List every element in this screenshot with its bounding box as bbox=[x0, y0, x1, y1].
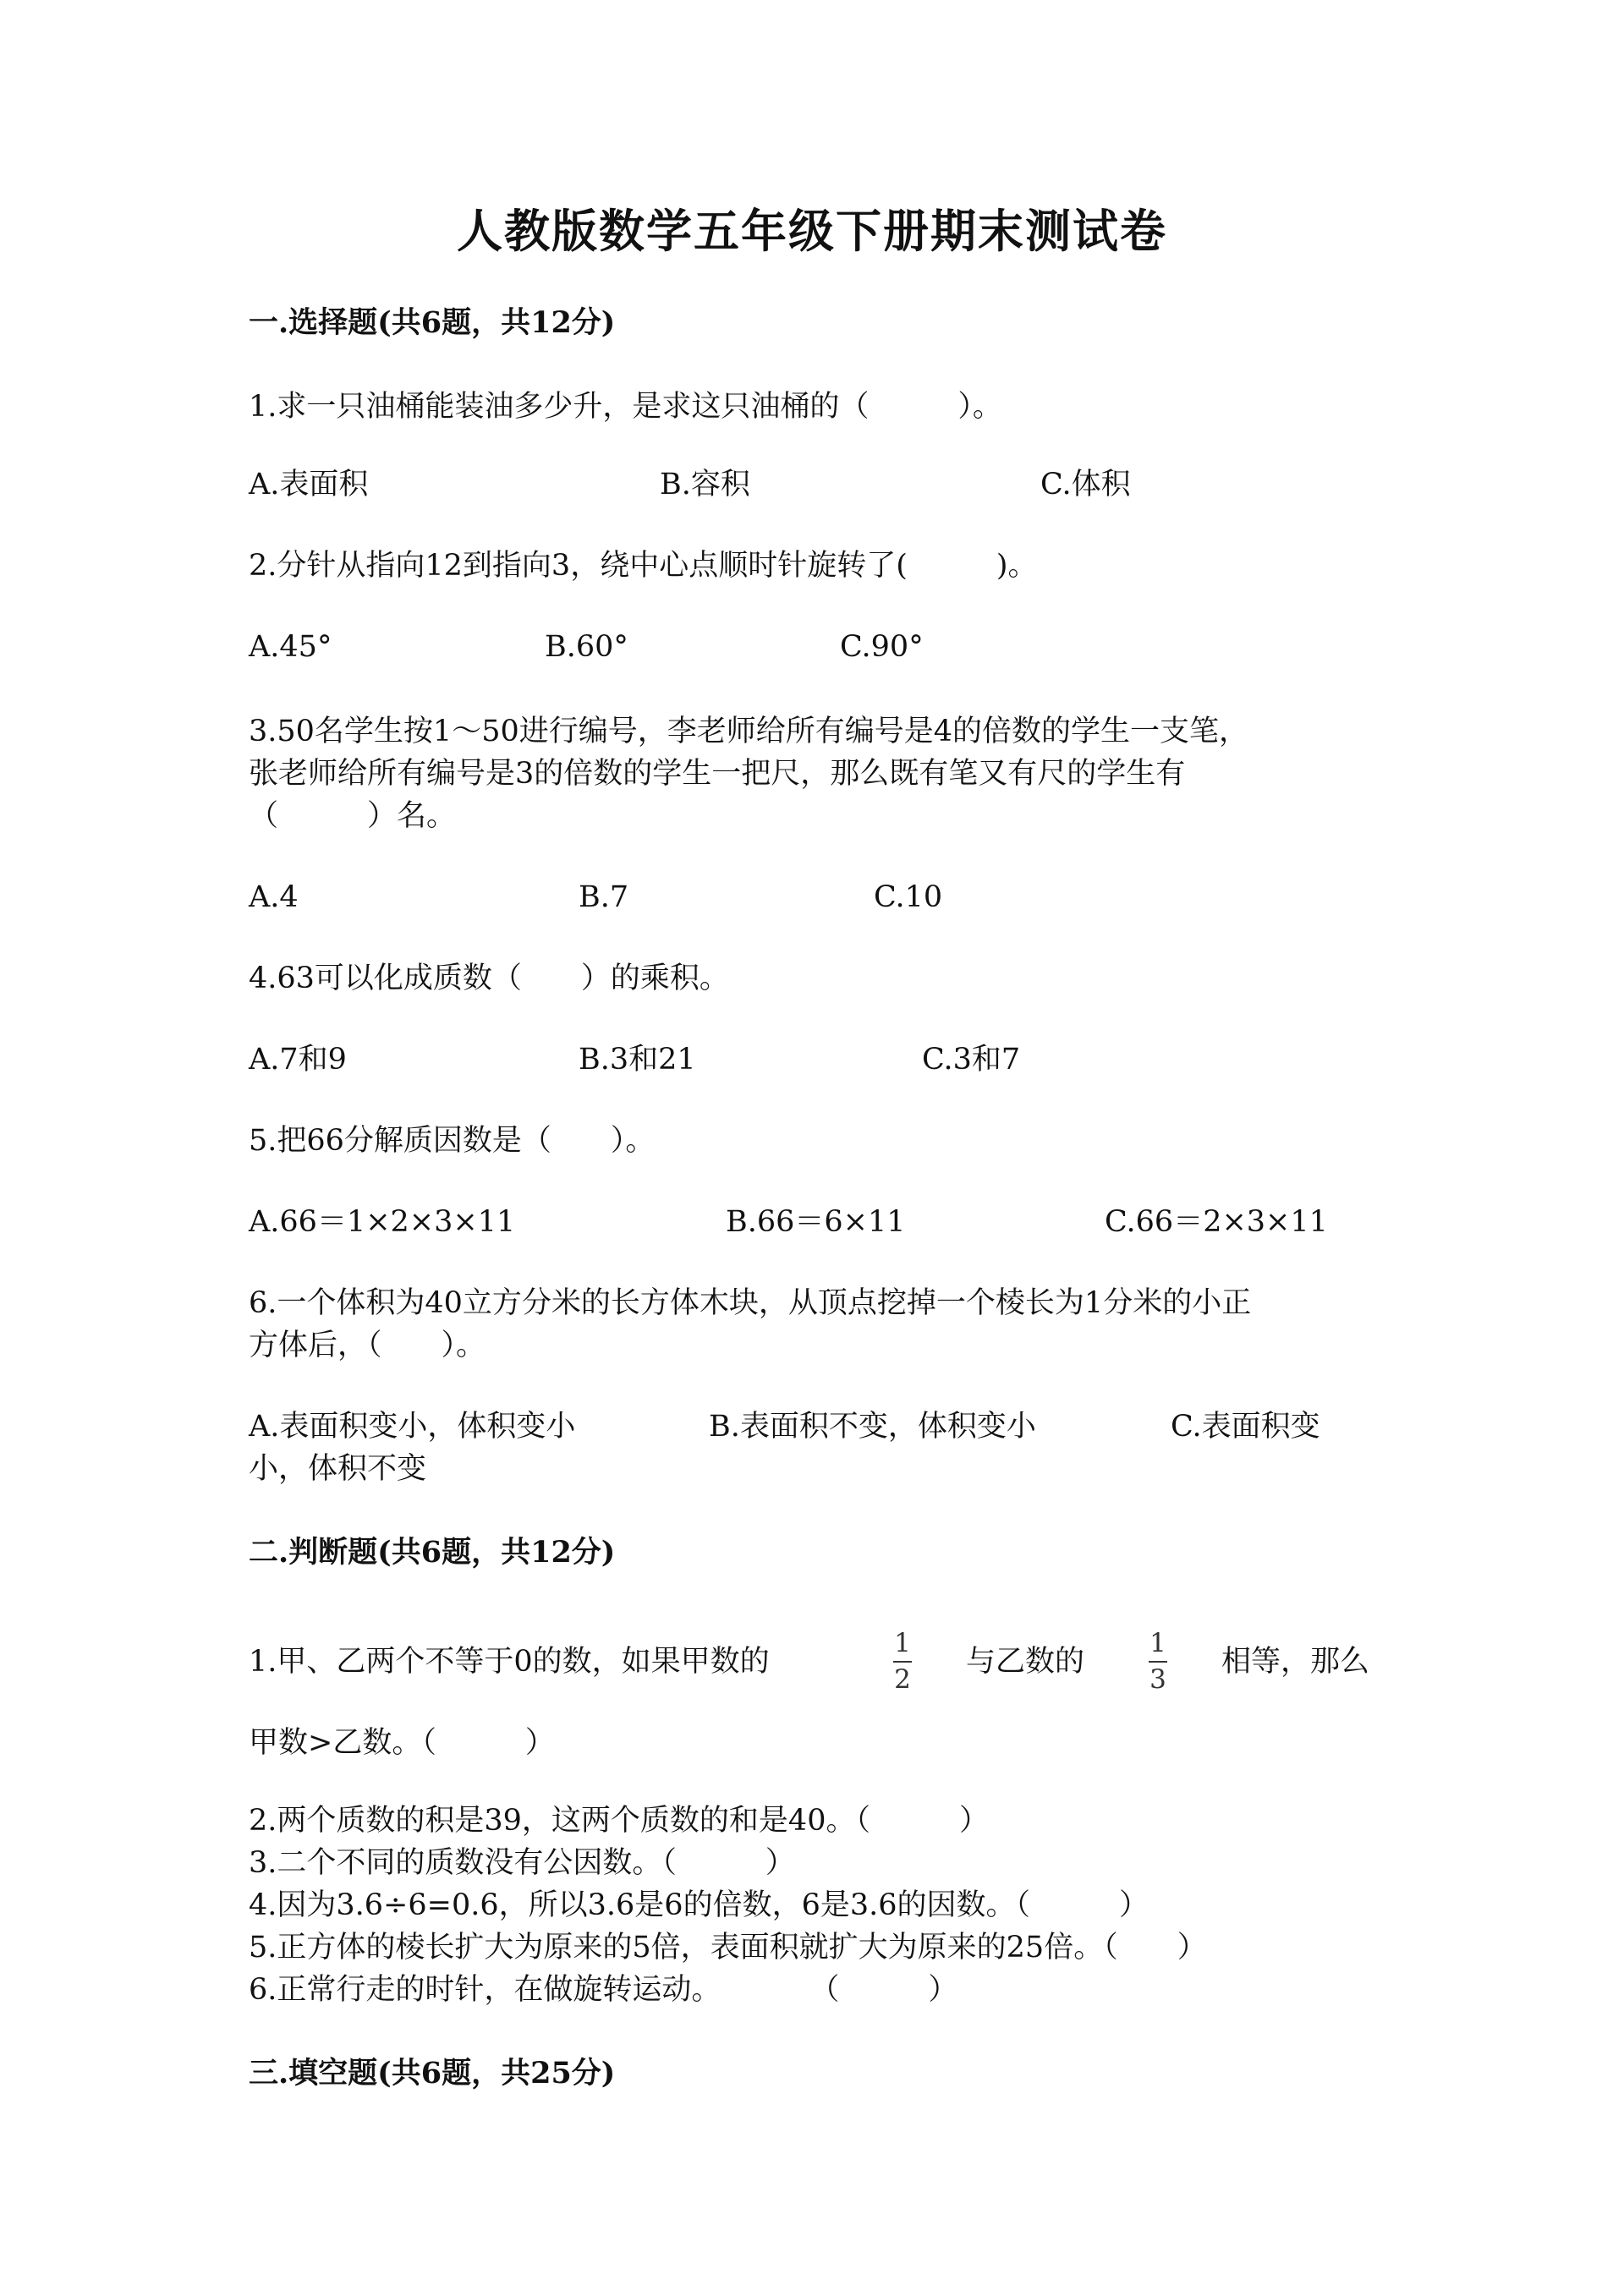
judge-q5: 5.正方体的棱长扩大为原来的5倍，表面积就扩大为原来的25倍。（ ） bbox=[249, 1931, 1207, 1964]
choice-q4-option-c: C.3和7 bbox=[922, 1043, 1021, 1077]
choice-q3-line3: （ ）名。 bbox=[249, 799, 457, 833]
fraction-denominator: 3 bbox=[1149, 1664, 1166, 1695]
choice-q1-option-a: A.表面积 bbox=[249, 468, 369, 501]
choice-q6-line2: 方体后，（ ）。 bbox=[249, 1329, 486, 1362]
choice-q6-line1: 6.一个体积为40立方分米的长方体木块，从顶点挖掉一个棱长为1分米的小正 bbox=[249, 1286, 1252, 1320]
fraction-bar bbox=[893, 1661, 912, 1663]
fraction-numerator: 1 bbox=[894, 1628, 911, 1658]
choice-q6-option-c: C.表面积变 bbox=[1171, 1410, 1320, 1444]
choice-q2-option-c: C.90° bbox=[840, 630, 924, 664]
page-title: 人教版数学五年级下册期末测试卷 bbox=[457, 204, 1167, 258]
judge-q6: 6.正常行走的时针，在做旋转运动。 （ ） bbox=[249, 1973, 958, 2007]
choice-q1-option-b: B.容积 bbox=[660, 468, 750, 501]
choice-q6-option-b: B.表面积不变，体积变小 bbox=[709, 1410, 1036, 1444]
judge-q1-part1: 1.甲、乙两个不等于0的数，如果甲数的 bbox=[249, 1645, 770, 1679]
judge-q1-part3: 相等，那么 bbox=[1221, 1645, 1370, 1679]
choice-q3-line1: 3.50名学生按1～50进行编号，李老师给所有编号是4的倍数的学生一支笔， bbox=[249, 715, 1249, 748]
judge-q4: 4.因为3.6÷6=0.6，所以3.6是6的倍数，6是3.6的因数。（ ） bbox=[249, 1888, 1149, 1922]
choice-q1-stem: 1.求一只油桶能装油多少升，是求这只油桶的（ ）。 bbox=[249, 390, 1002, 424]
section-heading-fill-in: 三.填空题(共6题，共25分) bbox=[249, 2056, 616, 2091]
section-heading-judgement: 二.判断题(共6题，共12分) bbox=[249, 1535, 616, 1570]
choice-q5-stem: 5.把66分解质因数是（ ）。 bbox=[249, 1124, 656, 1158]
choice-q5-option-c: C.66＝2×3×11 bbox=[1105, 1205, 1328, 1239]
choice-q6-option-a: A.表面积变小，体积变小 bbox=[249, 1410, 576, 1444]
section-heading-choice: 一.选择题(共6题，共12分) bbox=[249, 305, 616, 340]
choice-q2-option-b: B.60° bbox=[545, 630, 628, 664]
choice-q6-option-c-cont: 小，体积不变 bbox=[249, 1452, 427, 1486]
choice-q5-option-a: A.66＝1×2×3×11 bbox=[249, 1205, 516, 1239]
choice-q3-option-b: B.7 bbox=[579, 880, 629, 914]
choice-q4-option-a: A.7和9 bbox=[249, 1043, 347, 1077]
fraction-denominator: 2 bbox=[894, 1664, 911, 1695]
choice-q1-option-c: C.体积 bbox=[1040, 468, 1131, 501]
fraction-numerator: 1 bbox=[1149, 1628, 1166, 1658]
fraction-one-third bbox=[1149, 1630, 1167, 1693]
fraction-one-half bbox=[893, 1630, 912, 1693]
judge-q2: 2.两个质数的积是39，这两个质数的和是40。（ ） bbox=[249, 1804, 989, 1838]
choice-q3-line2: 张老师给所有编号是3的倍数的学生一把尺，那么既有笔又有尺的学生有 bbox=[249, 757, 1186, 791]
fraction-bar bbox=[1149, 1661, 1167, 1663]
choice-q4-stem: 4.63可以化成质数（ ）的乘积。 bbox=[249, 962, 729, 995]
judge-q1-line2: 甲数>乙数。（ ） bbox=[249, 1726, 555, 1760]
choice-q5-option-b: B.66＝6×11 bbox=[726, 1205, 906, 1239]
choice-q4-option-b: B.3和21 bbox=[579, 1043, 696, 1077]
choice-q3-option-c: C.10 bbox=[874, 880, 943, 914]
judge-q3: 3.二个不同的质数没有公因数。（ ） bbox=[249, 1846, 795, 1880]
choice-q2-stem: 2.分针从指向12到指向3，绕中心点顺时针旋转了( )。 bbox=[249, 549, 1038, 583]
judge-q1-part2: 与乙数的 bbox=[966, 1645, 1085, 1679]
choice-q3-option-a: A.4 bbox=[249, 880, 299, 914]
choice-q2-option-a: A.45° bbox=[249, 630, 332, 664]
